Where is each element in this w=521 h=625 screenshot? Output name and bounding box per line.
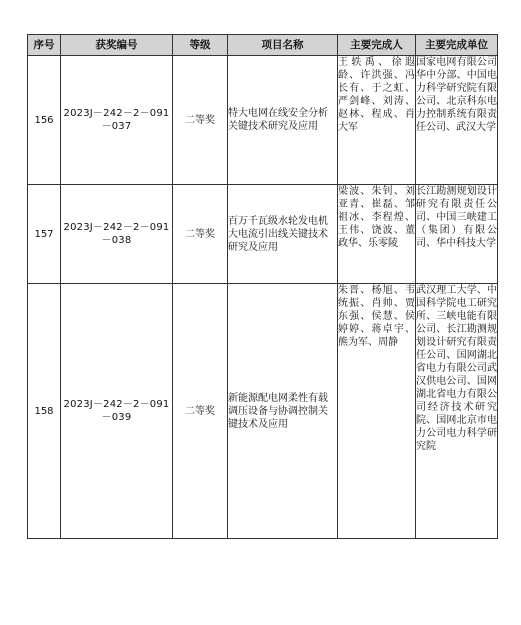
cell-project-name: 百万千瓦级水轮发电机大电流引出线关键技术研究及应用	[228, 185, 338, 284]
award-code-line-2: －038	[101, 235, 132, 246]
header-level: 等级	[173, 35, 228, 56]
table-header	[28, 35, 498, 56]
cell-award-code	[61, 284, 173, 539]
header-main-units: 主要完成单位	[416, 35, 498, 56]
awards-table	[27, 34, 498, 539]
cell-main-contributors: 朱晋、杨旭、韦统振、肖帅、贾东强、侯慧、侯婷婷、蒋卓宇、熊为军、周静	[338, 284, 416, 539]
cell-level: 二等奖	[173, 284, 228, 539]
cell-seq: 158	[28, 284, 61, 539]
header-award-code: 获奖编号	[61, 35, 173, 56]
award-code-line-2: －039	[101, 412, 132, 423]
header-project-name: 项目名称	[228, 35, 338, 56]
table-row	[28, 185, 498, 284]
cell-main-units: 长江勘测规划设计研究有限责任公司、中国三峡建工（集团）有限公司、华中科技大学	[416, 185, 498, 284]
award-code-line-2: －037	[101, 121, 132, 132]
header-seq: 序号	[28, 35, 61, 56]
award-code-line-1: 2023J－242－2－091	[63, 222, 170, 233]
cell-project-name: 新能源配电网柔性有载调压设备与协调控制关键技术及应用	[228, 284, 338, 539]
table-row	[28, 284, 498, 539]
cell-award-code	[61, 56, 173, 185]
cell-main-units: 武汉理工大学、中国科学院电工研究所、三峡电能有限公司、长江勘测规划设计研究有限责任公司、国网湖北省电力有限公司武汉供电公司、国网湖北省电力有限公司经济技术研究院、国网北京市电力公司电力科学研究院	[416, 284, 498, 539]
cell-main-contributors: 梁波、朱钊、刘亚青、崔磊、邹祖冰、李程煌、王伟、饶波、董政华、乐零陵	[338, 185, 416, 284]
cell-project-name: 特大电网在线安全分析关键技术研究及应用	[228, 56, 338, 185]
cell-main-contributors: 王轶禹、徐遐龄、许洪强、冯长有、于之虹、严剑峰、刘涛、赵林、程成、肖大军	[338, 56, 416, 185]
header-main-contributors: 主要完成人	[338, 35, 416, 56]
award-code-line-1: 2023J－242－2－091	[63, 399, 170, 410]
cell-seq: 157	[28, 185, 61, 284]
cell-level: 二等奖	[173, 56, 228, 185]
cell-level: 二等奖	[173, 185, 228, 284]
cell-seq: 156	[28, 56, 61, 185]
cell-award-code	[61, 185, 173, 284]
cell-main-units: 国家电网有限公司华中分部、中国电力科学研究院有限公司、北京科东电力控制系统有限责任公司、武汉大学	[416, 56, 498, 185]
table-row	[28, 56, 498, 185]
award-code-line-1: 2023J－242－2－091	[63, 108, 170, 119]
